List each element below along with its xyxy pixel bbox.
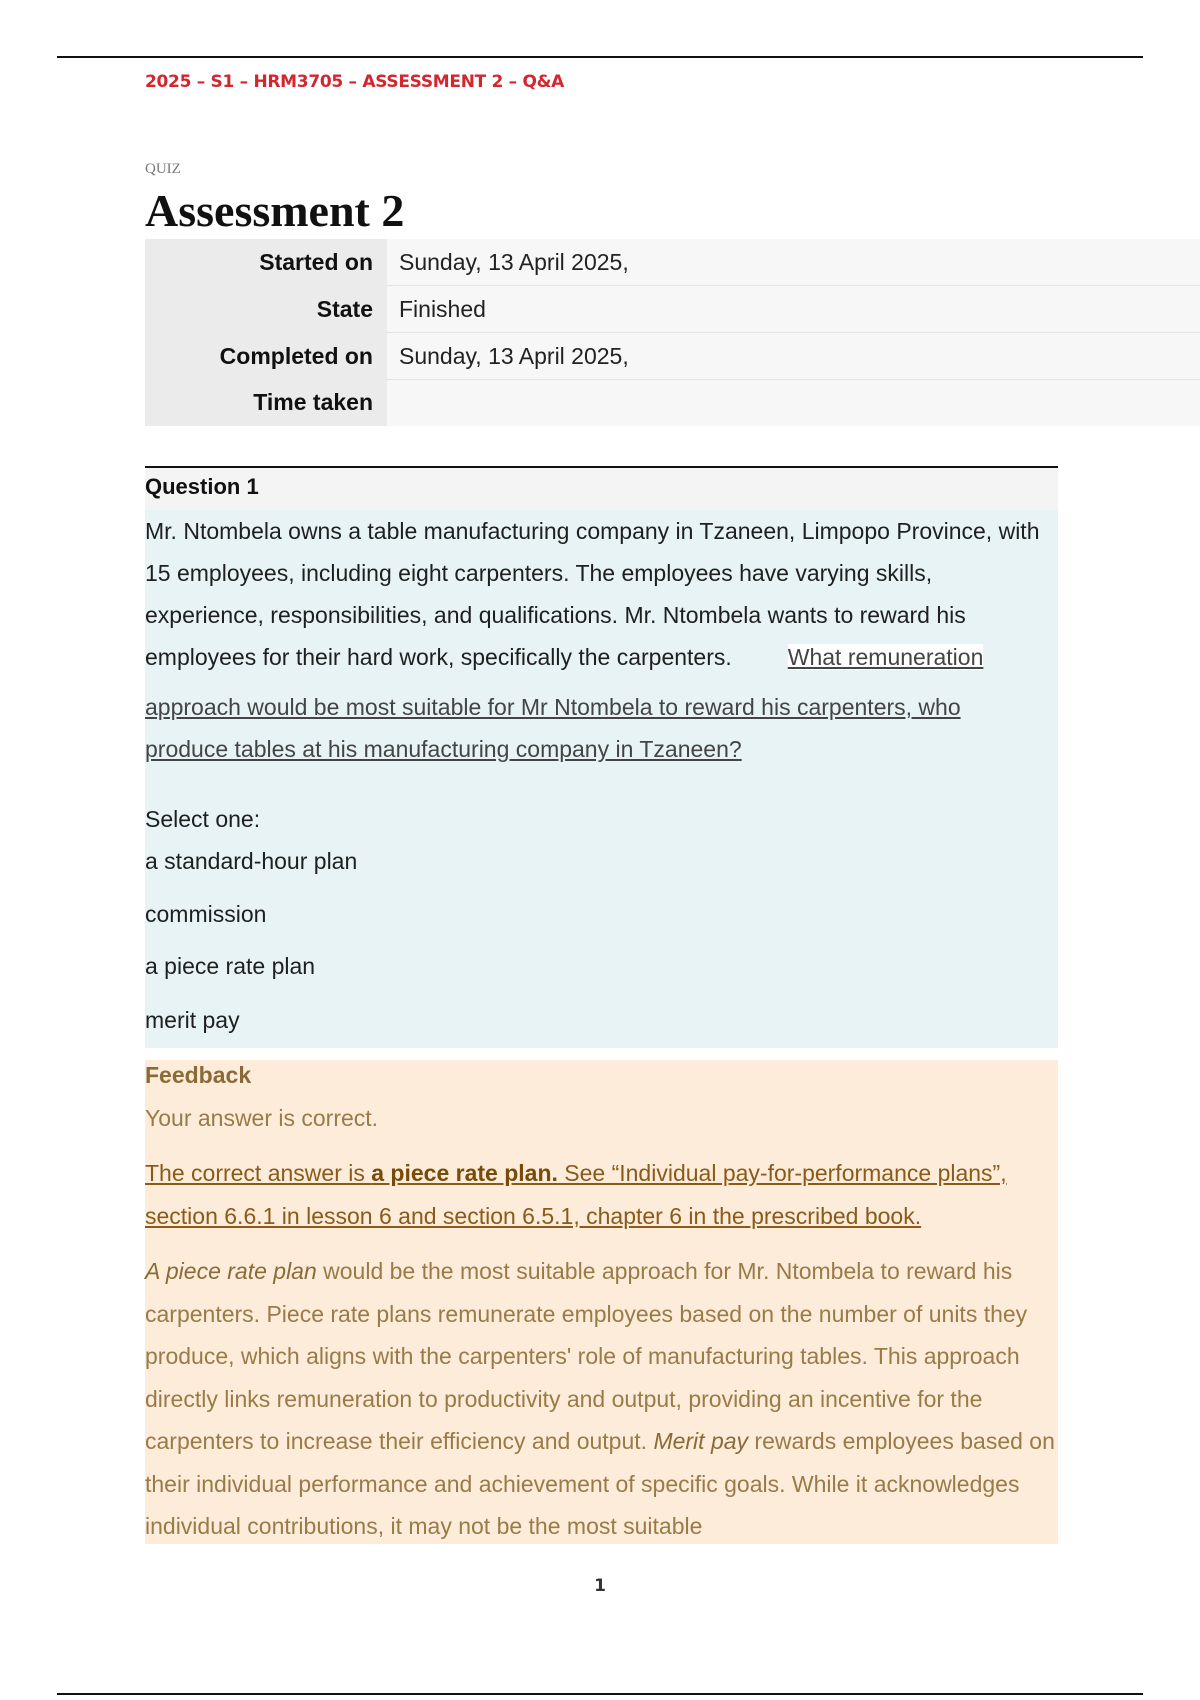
question-prompt-link[interactable]: What remuneration — [787, 644, 984, 670]
explain-term: A piece rate plan — [145, 1258, 317, 1284]
page-title: Assessment 2 — [145, 185, 405, 236]
question-scenario: Mr. Ntombela owns a table manufacturing company in Tzaneen, Limpopo Province, with 15 employees, including eight carpenters. The employees have varying skills, experience, responsibilities, and qualifications. Mr. Ntombela wants to reward his employees for their hard work, specifically the carpenters. — [145, 518, 1040, 670]
feedback-explanation — [145, 1250, 1058, 1548]
question-text — [145, 510, 1050, 678]
attempt-summary-table — [145, 239, 1200, 426]
bottom-rule — [57, 1693, 1143, 1695]
answer-option[interactable]: merit pay — [145, 1007, 240, 1033]
select-one-label: Select one: — [145, 806, 261, 832]
answer-option[interactable]: commission — [145, 901, 267, 927]
feedback-panel — [145, 1060, 1058, 1544]
summary-label: Completed on — [145, 333, 387, 380]
page-number: 1 — [594, 1576, 606, 1596]
correct-answer-text[interactable] — [145, 1152, 1058, 1238]
top-rule — [57, 56, 1143, 58]
answer-option[interactable]: a piece rate plan — [145, 953, 316, 979]
summary-row-state — [145, 286, 1200, 333]
quiz-label: QUIZ — [145, 161, 181, 177]
answer-option[interactable]: a standard-hour plan — [145, 848, 358, 874]
document-header: 2025 – S1 – HRM3705 – ASSESSMENT 2 – Q&A — [145, 72, 565, 92]
summary-label: Started on — [145, 239, 387, 286]
summary-row-time-taken — [145, 380, 1200, 427]
question-header — [145, 466, 1058, 510]
feedback-status: Your answer is correct. — [145, 1105, 379, 1131]
summary-row-completed — [145, 333, 1200, 380]
explain-term: Merit pay — [653, 1428, 749, 1454]
summary-value: Finished — [387, 286, 1200, 333]
summary-row-started — [145, 239, 1200, 286]
question-body — [145, 510, 1058, 1048]
summary-value: Sunday, 13 April 2025, — [387, 239, 1200, 286]
correct-answer-reference: See “Individual pay-for-performance plans”, section 6.6.1 in lesson 6 and section 6.5.1, chapter 6 in the prescribed book. — [145, 1160, 1007, 1229]
summary-label: State — [145, 286, 387, 333]
feedback-title: Feedback — [145, 1062, 252, 1088]
summary-label: Time taken — [145, 380, 387, 427]
explain-text: rewards employees based on their individual performance and achievement of specific goals. While it acknowledges individual contributions, it may not be the most suitable — [145, 1428, 1055, 1539]
summary-value — [387, 380, 1200, 427]
correct-answer-value: a piece rate plan. — [371, 1160, 558, 1186]
question-prompt-continued[interactable]: approach would be most suitable for Mr Ntombela to reward his carpenters, who produce tables at his manufacturing company in Tzaneen? — [145, 694, 961, 762]
correct-answer-prefix: The correct answer is — [145, 1160, 372, 1186]
summary-value: Sunday, 13 April 2025, — [387, 333, 1200, 380]
explain-text: would be the most suitable approach for Mr. Ntombela to reward his carpenters. Piece rate plans remunerate employees based on the number of units they produce, which aligns with the carpenters' role of manufacturing tables. This approach directly links remuneration to productivity and output, providing an incentive for the carpenters to increase their efficiency and output. — [145, 1258, 1028, 1454]
question-title: Question 1 — [145, 474, 259, 499]
